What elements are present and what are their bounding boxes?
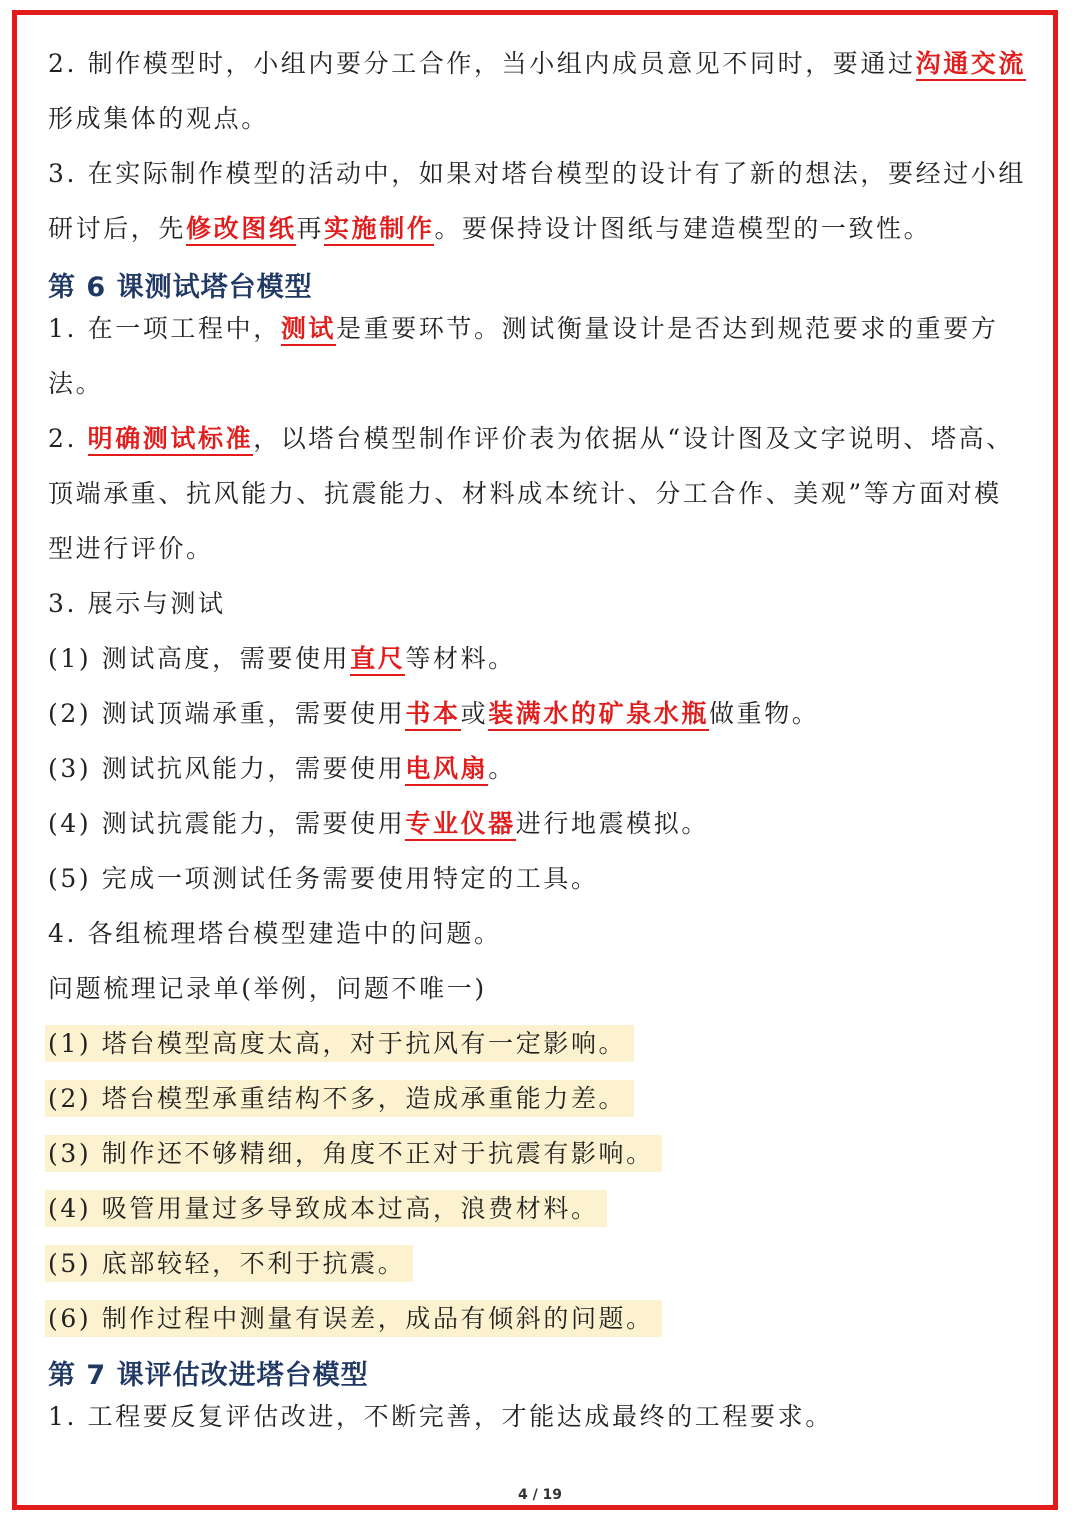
highlight-term: 明确测试标准 — [88, 424, 254, 456]
highlight-term: 实施制作 — [324, 214, 434, 246]
highlight-term: 书本 — [405, 699, 460, 731]
problem-item: (3) 制作还不够精细，角度不正对于抗震有影响。 — [48, 1137, 662, 1171]
list-item: (1) 测试高度，需要使用直尺等材料。 — [48, 642, 516, 676]
highlight-term: 修改图纸 — [186, 214, 296, 246]
page-number: 4 / 19 — [517, 1487, 563, 1503]
paragraph-line: 法。 — [48, 369, 104, 398]
list-item: (3) 测试抗风能力，需要使用电风扇。 — [48, 752, 516, 786]
problem-item: (2) 塔台模型承重结构不多，造成承重能力差。 — [48, 1082, 634, 1116]
record-title: 问题梳理记录单(举例，问题不唯一) — [48, 974, 487, 1003]
paragraph-line: 2. 明确测试标准，以塔台模型制作评价表为依据从“设计图及文字说明、塔高、 — [48, 422, 1014, 456]
paragraph-line: 1. 工程要反复评估改进，不断完善，才能达成最终的工程要求。 — [48, 1402, 833, 1431]
paragraph-line: 顶端承重、抗风能力、抗震能力、材料成本统计、分工合作、美观”等方面对模 — [48, 479, 1002, 508]
paragraph-line: 3. 在实际制作模型的活动中，如果对塔台模型的设计有了新的想法，要经过小组 — [48, 159, 1027, 188]
problem-item: (5) 底部较轻，不利于抗震。 — [48, 1247, 413, 1281]
problem-item: (4) 吸管用量过多导致成本过高，浪费材料。 — [48, 1192, 607, 1226]
paragraph-line: 型进行评价。 — [48, 534, 214, 563]
paragraph-line: 3. 展示与测试 — [48, 589, 226, 618]
list-item: (5) 完成一项测试任务需要使用特定的工具。 — [48, 864, 599, 893]
lesson-7-heading: 第 7 课评估改进塔台模型 — [48, 1360, 369, 1391]
paragraph-line: 研讨后，先修改图纸再实施制作。要保持设计图纸与建造模型的一致性。 — [48, 212, 931, 246]
highlight-term: 专业仪器 — [405, 809, 515, 841]
lesson-6-heading: 第 6 课测试塔台模型 — [48, 272, 313, 303]
problem-item: (1) 塔台模型高度太高，对于抗风有一定影响。 — [48, 1027, 634, 1061]
highlight-term: 装满水的矿泉水瓶 — [488, 699, 709, 731]
highlight-term: 电风扇 — [405, 754, 488, 786]
paragraph-line: 2. 制作模型时，小组内要分工合作，当小组内成员意见不同时，要通过沟通交流 — [48, 47, 1026, 81]
paragraph-line: 1. 在一项工程中，测试是重要环节。测试衡量设计是否达到规范要求的重要方 — [48, 312, 998, 346]
highlight-term: 沟通交流 — [916, 49, 1026, 81]
highlight-term: 直尺 — [350, 644, 405, 676]
list-item: (4) 测试抗震能力，需要使用专业仪器进行地震模拟。 — [48, 807, 709, 841]
problem-item: (6) 制作过程中测量有误差，成品有倾斜的问题。 — [48, 1302, 662, 1336]
paragraph-line: 4. 各组梳理塔台模型建造中的问题。 — [48, 919, 502, 948]
list-item: (2) 测试顶端承重，需要使用书本或装满水的矿泉水瓶做重物。 — [48, 697, 819, 731]
paragraph-line: 形成集体的观点。 — [48, 104, 269, 133]
highlight-term: 测试 — [281, 314, 336, 346]
